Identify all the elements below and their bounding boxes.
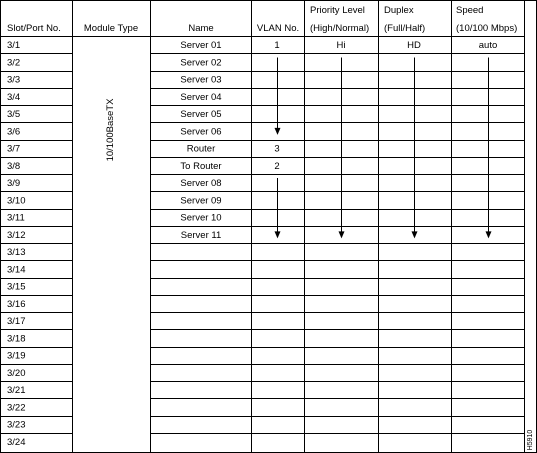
name-cell: Server 09 bbox=[180, 195, 222, 207]
name-cell: Server 03 bbox=[180, 74, 222, 86]
name-cell: To Router bbox=[180, 160, 222, 172]
fill-down-arrow bbox=[412, 57, 418, 238]
table-row bbox=[7, 420, 26, 431]
table-row bbox=[7, 247, 26, 258]
table-row bbox=[7, 368, 26, 379]
table-row bbox=[7, 316, 26, 327]
figure-id: H5910 bbox=[527, 429, 534, 451]
port-cell: 3/12 bbox=[7, 229, 26, 241]
table-row bbox=[7, 402, 26, 413]
port-cell: 3/1 bbox=[7, 40, 21, 52]
table-row bbox=[7, 230, 221, 241]
name-cell: Server 04 bbox=[180, 91, 222, 103]
duplex-cell: HD bbox=[407, 40, 421, 52]
speed-cell: auto bbox=[478, 40, 498, 52]
port-cell: 3/3 bbox=[7, 74, 21, 86]
header-duplex-line2: (Full/Half) bbox=[384, 23, 426, 34]
name-cell: Server 01 bbox=[180, 40, 222, 52]
table-header bbox=[7, 5, 517, 34]
port-cell: 3/20 bbox=[7, 367, 26, 379]
table-row bbox=[7, 351, 26, 362]
name-cell: Server 02 bbox=[180, 57, 222, 69]
port-cell: 3/15 bbox=[7, 281, 26, 293]
name-cell: Server 06 bbox=[180, 126, 222, 138]
table-row bbox=[7, 144, 280, 155]
port-cell: 3/16 bbox=[7, 298, 26, 310]
arrowhead-icon bbox=[339, 231, 345, 238]
name-cell: Server 08 bbox=[180, 178, 222, 190]
header-speed-line1: Speed bbox=[456, 5, 484, 16]
table-row bbox=[7, 333, 26, 344]
vlan-cell: 2 bbox=[274, 160, 280, 172]
header-priority-line1: Priority Level bbox=[310, 5, 365, 16]
fill-down-arrow bbox=[275, 57, 281, 135]
name-cell: Server 11 bbox=[180, 229, 222, 241]
port-cell: 3/7 bbox=[7, 143, 21, 155]
table-row bbox=[7, 385, 26, 396]
header-vlan: VLAN No. bbox=[256, 23, 300, 34]
table-row bbox=[7, 195, 222, 206]
port-cell: 3/17 bbox=[7, 316, 26, 328]
module-type-value: 10/100BaseTX bbox=[105, 98, 116, 162]
port-cell: 3/6 bbox=[7, 126, 21, 138]
table-row bbox=[7, 282, 26, 293]
table-row bbox=[7, 178, 222, 189]
port-cell: 3/2 bbox=[7, 57, 21, 69]
fill-down-arrow bbox=[275, 178, 281, 238]
port-cell: 3/9 bbox=[7, 178, 21, 190]
port-cell: 3/18 bbox=[7, 333, 26, 345]
header-name: Name bbox=[188, 23, 214, 34]
table-row bbox=[7, 57, 222, 68]
header-priority-line2: (High/Normal) bbox=[310, 23, 370, 34]
arrowhead-icon bbox=[412, 231, 418, 238]
port-cell: 3/23 bbox=[7, 419, 26, 431]
port-cell: 3/13 bbox=[7, 247, 26, 259]
table-row bbox=[7, 437, 26, 448]
table-row bbox=[7, 264, 26, 275]
arrowhead-icon bbox=[275, 128, 281, 135]
name-cell: Server 05 bbox=[180, 109, 222, 121]
header-duplex-line1: Duplex bbox=[384, 5, 414, 16]
arrowhead-icon bbox=[486, 231, 492, 238]
name-cell: Server 10 bbox=[180, 212, 222, 224]
fill-down-arrow bbox=[339, 57, 345, 238]
fill-down-arrow bbox=[486, 57, 492, 238]
table-row bbox=[7, 213, 222, 224]
header-slot-port: Slot/Port No. bbox=[7, 23, 61, 34]
port-cell: 3/22 bbox=[7, 402, 26, 414]
port-cell: 3/14 bbox=[7, 264, 26, 276]
port-cell: 3/10 bbox=[7, 195, 26, 207]
name-cell: Router bbox=[186, 143, 216, 155]
port-cell: 3/11 bbox=[7, 212, 25, 224]
table-row bbox=[7, 40, 497, 51]
vlan-cell: 3 bbox=[274, 143, 280, 155]
arrowhead-icon bbox=[275, 231, 281, 238]
priority-cell: Hi bbox=[336, 40, 346, 52]
vlan-cell: 1 bbox=[274, 40, 280, 52]
port-cell: 3/8 bbox=[7, 160, 21, 172]
table-row bbox=[7, 299, 26, 310]
table-row bbox=[7, 161, 280, 172]
port-cell: 3/19 bbox=[7, 350, 26, 362]
header-speed-line2: (10/100 Mbps) bbox=[456, 23, 518, 34]
header-module-type: Module Type bbox=[83, 23, 139, 34]
port-cell: 3/4 bbox=[7, 91, 21, 103]
port-cell: 3/24 bbox=[7, 436, 26, 448]
port-cell: 3/21 bbox=[7, 385, 26, 397]
fill-down-arrows bbox=[275, 57, 492, 238]
table-row bbox=[7, 75, 222, 86]
port-cell: 3/5 bbox=[7, 109, 21, 121]
